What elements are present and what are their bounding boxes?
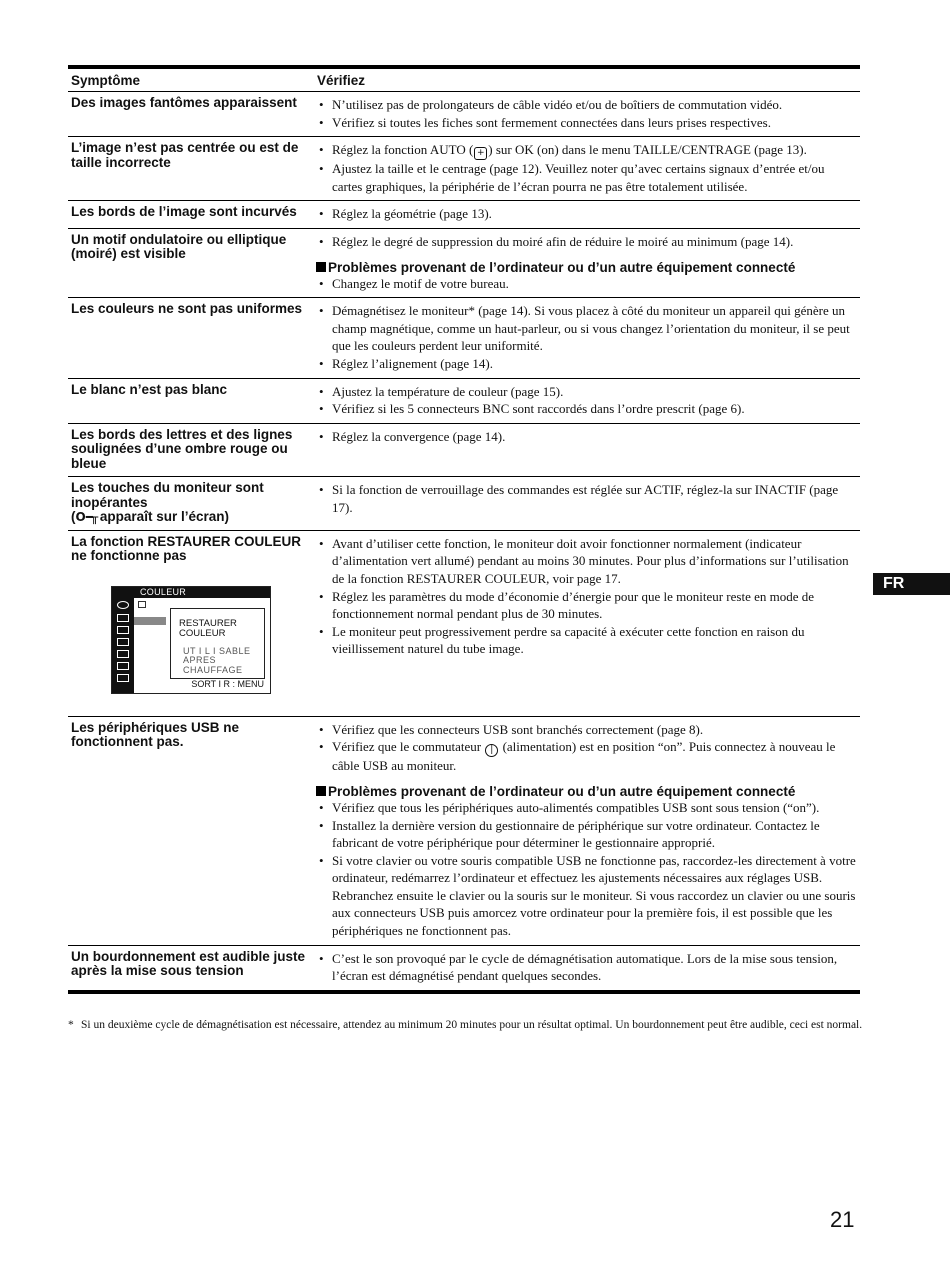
check-text: Réglez la fonction AUTO ( (332, 142, 474, 158)
symptom-cell: Des images fantômes apparaissent (68, 92, 314, 137)
menu-icon (117, 674, 129, 682)
check-item: • Changez le motif de votre bureau. (332, 275, 857, 293)
symptom-cell (68, 477, 314, 531)
check-cell (314, 228, 860, 297)
symptom-text: Les touches du moniteur sont inopérantes (71, 480, 264, 510)
check-cell (314, 137, 860, 201)
check-item: • Réglez l’alignement (page 14). (332, 355, 857, 373)
key-icon: O━╥ (75, 510, 97, 525)
symptom-paren: (O━╥ apparaît sur l’écran) (71, 509, 229, 525)
table-row (68, 378, 860, 423)
table-row (68, 228, 860, 297)
subheading-text: Problèmes provenant de l’ordinateur ou d’un autre équipement connecté (328, 783, 796, 799)
troubleshooting-table (68, 65, 860, 994)
reset-icon (138, 601, 146, 608)
table-row (68, 298, 860, 378)
symptom-cell: L’image n’est pas centrée ou est de taille incorrecte (68, 137, 314, 201)
osd-option: UT I L I SABLE APRES CHAUFFAGE (183, 645, 251, 675)
check-item: • Réglez le degré de suppression du moiré afin de réduire le moiré au minimum (page 14). (332, 233, 857, 251)
auto-icon: + (474, 147, 487, 160)
symptom-cell: Les périphériques USB ne fonctionnent pas. (68, 716, 314, 945)
language-tab: FR (873, 573, 950, 595)
osd-exit: SORT I R : MENU (191, 679, 264, 690)
check-cell (314, 477, 860, 531)
check-item: • Le moniteur peut progressivement perdre sa capacité à exécuter cette fonction en raison du vieillissement naturel du tube image. (332, 623, 857, 658)
table-row (68, 92, 860, 137)
check-item (332, 738, 857, 775)
header-check: Vérifiez (314, 67, 860, 92)
check-item: • Vérifiez si toutes les fiches sont fermement connectées dans leurs prises respectives. (332, 114, 857, 132)
check-item: • Vérifiez si les 5 connecteurs BNC sont raccordés dans l’ordre prescrit (page 6). (332, 400, 857, 418)
check-cell (314, 298, 860, 378)
check-item: • Vérifiez que tous les périphériques auto-alimentés compatibles USB sont sous tension (“on”). (332, 799, 857, 817)
check-item: • Démagnétisez le moniteur* (page 14). Si vous placez à côté du moniteur un appareil qui génère un champ magnétique, comme un haut-parleur, ou si vous changez l’orientation du moniteur, il se peut que les couleurs perdent leur uniformité. (332, 302, 857, 355)
symptom-text: La fonction RESTAURER COULEUR ne fonctionne pas (71, 533, 301, 564)
table-row (68, 716, 860, 945)
table-row (68, 530, 860, 716)
footnote-text: Si un deuxième cycle de démagnétisation est nécessaire, attendez au minimum 20 minutes pour un résultat optimal. Un bourdonnement peut être audible, ceci est normal. (81, 1019, 863, 1031)
subheading (316, 260, 857, 275)
check-item: • Avant d’utiliser cette fonction, le moniteur doit avoir fonctionner normalement (indicateur d’alimentation vert allumé) pendant au moins 30 minutes. Pour plus d’informations sur l’utilisation de la fonction RESTAURER COULEUR, voir page 17. (332, 535, 857, 588)
table-row (68, 137, 860, 201)
check-item: • Réglez les paramètres du mode d’économie d’énergie pour que le moniteur reste en mode de fonctionnement normal pendant plus de 30 minutes. (332, 588, 857, 623)
osd-highlight (134, 617, 166, 625)
menu-icon (117, 650, 129, 658)
check-cell (314, 378, 860, 423)
symptom-cell: Le blanc n’est pas blanc (68, 378, 314, 423)
square-bullet-icon (316, 262, 326, 272)
table-row (68, 945, 860, 992)
header-symptom: Symptôme (68, 67, 314, 92)
check-item: • Si votre clavier ou votre souris compatible USB ne fonctionne pas, raccordez-les directement à votre ordinateur, redémarrez l’ordinateur et effectuez les ajustements nécessaires aux réglages USB. Rebranchez ensuite le clavier ou la souris sur le moniteur. Si vous raccordez un clavier ou une souris aux connecteurs USB puis amorcez votre ordinateur pour la première fois, il est possible que les périphériques ne fonctionnent pas. (332, 852, 857, 940)
power-icon: | (485, 744, 498, 757)
square-bullet-icon (316, 786, 326, 796)
symptom-cell: Les couleurs ne sont pas uniformes (68, 298, 314, 378)
symptom-text: apparaît sur l’écran) (99, 509, 229, 525)
osd-sidebar (112, 598, 134, 693)
symptom-cell: Un motif ondulatoire ou elliptique (moiré) est visible (68, 228, 314, 297)
osd-item: RESTAURER COULEUR (179, 617, 237, 639)
check-item: • Ajustez la température de couleur (page 15). (332, 383, 857, 401)
menu-icon (117, 638, 129, 646)
osd-menu-illustration (111, 586, 271, 694)
check-text: ) sur OK (on) dans le menu TAILLE/CENTRAGE (page 13). (488, 142, 807, 158)
table-row (68, 201, 860, 229)
symptom-cell (68, 530, 314, 716)
check-text: Vérifiez que le commutateur (332, 739, 485, 755)
check-text: (alimentation) est en position “on”. Puis connectez à nouveau le câble USB au moniteur. (332, 739, 836, 774)
menu-icon (117, 626, 129, 634)
check-cell (314, 945, 860, 992)
check-item: • Réglez la convergence (page 14). (332, 428, 857, 446)
table-row (68, 477, 860, 531)
check-cell (314, 716, 860, 945)
check-item: • Réglez la géométrie (page 13). (332, 205, 857, 223)
subheading (316, 784, 857, 799)
check-item: • Si la fonction de verrouillage des commandes est réglée sur ACTIF, réglez-la sur INACTIF (page 17). (332, 481, 857, 516)
menu-icon (117, 662, 129, 670)
check-cell (314, 423, 860, 477)
brightness-icon (117, 601, 129, 609)
check-item: • Installez la dernière version du gestionnaire de périphérique sur votre ordinateur. Contactez le fabricant de votre périphérique pour déterminer le gestionnaire approprié. (332, 817, 857, 852)
osd-submenu (170, 608, 265, 679)
check-item: • C’est le son provoqué par le cycle de démagnétisation automatique. Lors de la mise sous tension, l’écran est démagnétisé pendant quelques secondes. (332, 950, 857, 985)
symptom-cell: Les bords de l’image sont incurvés (68, 201, 314, 229)
footnote-mark: * (68, 1019, 74, 1031)
symptom-cell: Les bords des lettres et des lignes soulignées d’une ombre rouge ou bleue (68, 423, 314, 477)
check-cell (314, 201, 860, 229)
check-item (332, 141, 857, 160)
check-item: • Ajustez la taille et le centrage (page 12). Veuillez noter qu’avec certains signaux d’entrée et/ou cartes graphiques, la périphérie de l’écran pourra ne pas être totalement utilisée. (332, 160, 857, 195)
check-item: • Vérifiez que les connecteurs USB sont branchés correctement (page 8). (332, 721, 857, 739)
subheading-text: Problèmes provenant de l’ordinateur ou d’un autre équipement connecté (328, 259, 796, 275)
check-cell (314, 530, 860, 716)
menu-icon (117, 614, 129, 622)
symptom-cell: Un bourdonnement est audible juste après la mise sous tension (68, 945, 314, 992)
table-row (68, 423, 860, 477)
check-cell (314, 92, 860, 137)
table-header (68, 67, 860, 92)
page-number: 21 (830, 1207, 855, 1232)
osd-title: COULEUR (112, 587, 270, 598)
footnote (68, 1017, 863, 1033)
check-item: • N’utilisez pas de prolongateurs de câble vidéo et/ou de boîtiers de commutation vidéo. (332, 96, 857, 114)
